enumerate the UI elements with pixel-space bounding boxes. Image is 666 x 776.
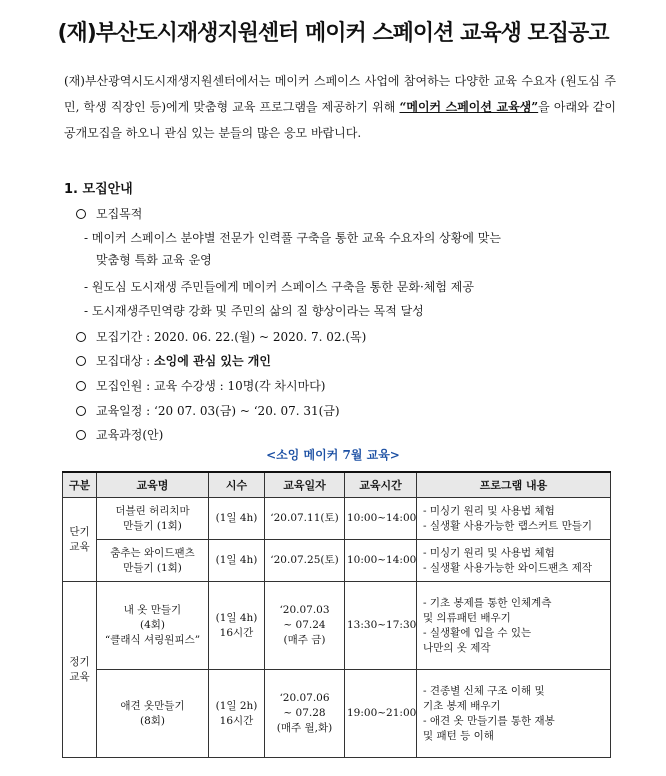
- category-cell: 단기 교육: [63, 498, 97, 582]
- date-cell: ‘20.07.25(토): [265, 540, 345, 582]
- hours-cell: (1일 4h): [209, 498, 265, 540]
- schedule-text: 교육일정 : ‘20 07. 03(금) ~ ‘20. 07. 31(금): [96, 404, 340, 418]
- date-cell: ‘20.07.06 ~ 07.28 (매주 월,화): [265, 670, 345, 758]
- header-course-name: 교육명: [97, 472, 209, 498]
- content-cell: - 기초 봉제를 통한 인체계측 및 의류패턴 배우기 - 실생활에 입을 수 있는 나만의 옷 제작: [417, 582, 611, 670]
- content-cell: - 미싱기 원리 및 사용법 체험 - 실생활 사용가능한 랩스커트 만들기: [417, 498, 611, 540]
- content-cell: - 견종별 신체 구조 이해 및 기초 봉제 배우기 - 애견 옷 만들기를 통한 재봉 및 패턴 등 이해: [417, 670, 611, 758]
- table-row: [63, 670, 611, 758]
- header-hours: 시수: [209, 472, 265, 498]
- circle-bullet-icon: [76, 356, 86, 366]
- header-date: 교육일자: [265, 472, 345, 498]
- target-value: 소잉에 관심 있는 개인: [154, 354, 271, 368]
- table-row: [63, 498, 611, 540]
- purpose-item: - 메이커 스페이스 분야별 전문가 인력풀 구축을 통한 교육 수요자의 상황에 맞는: [84, 231, 501, 245]
- page-title: (재)부산도시재생지원센터 메이커 스페이션 교육생 모집공고: [57, 21, 609, 46]
- circle-bullet-icon: [76, 406, 86, 416]
- course-row: [76, 426, 163, 444]
- course-text: 교육과정(안): [96, 428, 164, 442]
- intro-paragraph: [64, 68, 616, 146]
- period-row: [76, 328, 366, 346]
- section-title: 1. 모집안내: [64, 182, 133, 197]
- table-caption: <소잉 메이커 7월 교육>: [266, 448, 400, 462]
- intro-text-1: (재)부산광역시도시재생지원센터에서는 메이커 스페이스 사업에 참여하는 다양한 교육 수요자 (원도심 주민, 학생 직장인 등)에게 맞춤형 교육 프로그램을 제공하기 위해: [64, 74, 616, 114]
- time-cell: 10:00~14:00: [345, 540, 417, 582]
- target-label: 모집대상 :: [96, 354, 155, 368]
- table-row: [63, 540, 611, 582]
- intro-highlight: “메이커 스페이션 교육생”: [399, 100, 539, 114]
- count-row: [76, 377, 326, 395]
- purpose-item: 맞춤형 특화 교육 운영: [96, 253, 212, 267]
- content-cell: - 미싱기 원리 및 사용법 체험 - 실생활 사용가능한 와이드팬츠 제작: [417, 540, 611, 582]
- header-category: 구분: [63, 472, 97, 498]
- header-time: 교육시간: [345, 472, 417, 498]
- circle-bullet-icon: [76, 209, 86, 219]
- purpose-row: [76, 205, 142, 223]
- header-content: 프로그램 내용: [417, 472, 611, 498]
- period-text: 모집기간 : 2020. 06. 22.(월) ~ 2020. 7. 02.(목): [96, 330, 367, 344]
- course-name-cell: 애견 옷만들기 (8회): [97, 670, 209, 758]
- circle-bullet-icon: [76, 430, 86, 440]
- hours-cell: (1일 2h) 16시간: [209, 670, 265, 758]
- course-name-cell: 춤추는 와이드팬츠 만들기 (1회): [97, 540, 209, 582]
- schedule-table: [62, 471, 611, 758]
- purpose-label: 모집목적: [96, 207, 143, 221]
- course-name-cell: 더블린 허리치마 만들기 (1회): [97, 498, 209, 540]
- hours-cell: (1일 4h): [209, 540, 265, 582]
- circle-bullet-icon: [76, 381, 86, 391]
- purpose-item: - 원도심 도시재생 주민들에게 메이커 스페이스 구축을 통한 문화·체험 제공: [84, 280, 474, 294]
- time-cell: 19:00~21:00: [345, 670, 417, 758]
- schedule-row: [76, 402, 340, 420]
- circle-bullet-icon: [76, 332, 86, 342]
- time-cell: 10:00~14:00: [345, 498, 417, 540]
- time-cell: 13:30~17:30: [345, 582, 417, 670]
- intro-text-2: 을 아래와 같이 공개모집을 하오니 관심 있는 분들의 많은 응모 바랍니다.: [64, 100, 616, 140]
- target-row: [76, 352, 271, 370]
- purpose-item: - 도시재생주민역량 강화 및 주민의 삶의 질 향상이라는 목적 달성: [84, 304, 424, 318]
- date-cell: ‘20.07.03 ~ 07.24 (매주 금): [265, 582, 345, 670]
- category-cell: 정기 교육: [63, 582, 97, 758]
- count-text: 모집인원 : 교육 수강생 : 10명(각 차시마다): [96, 379, 326, 393]
- date-cell: ‘20.07.11(토): [265, 498, 345, 540]
- course-name-cell: 내 옷 만들기 (4회) “클래식 셔링원피스”: [97, 582, 209, 670]
- table-row: [63, 582, 611, 670]
- hours-cell: (1일 4h) 16시간: [209, 582, 265, 670]
